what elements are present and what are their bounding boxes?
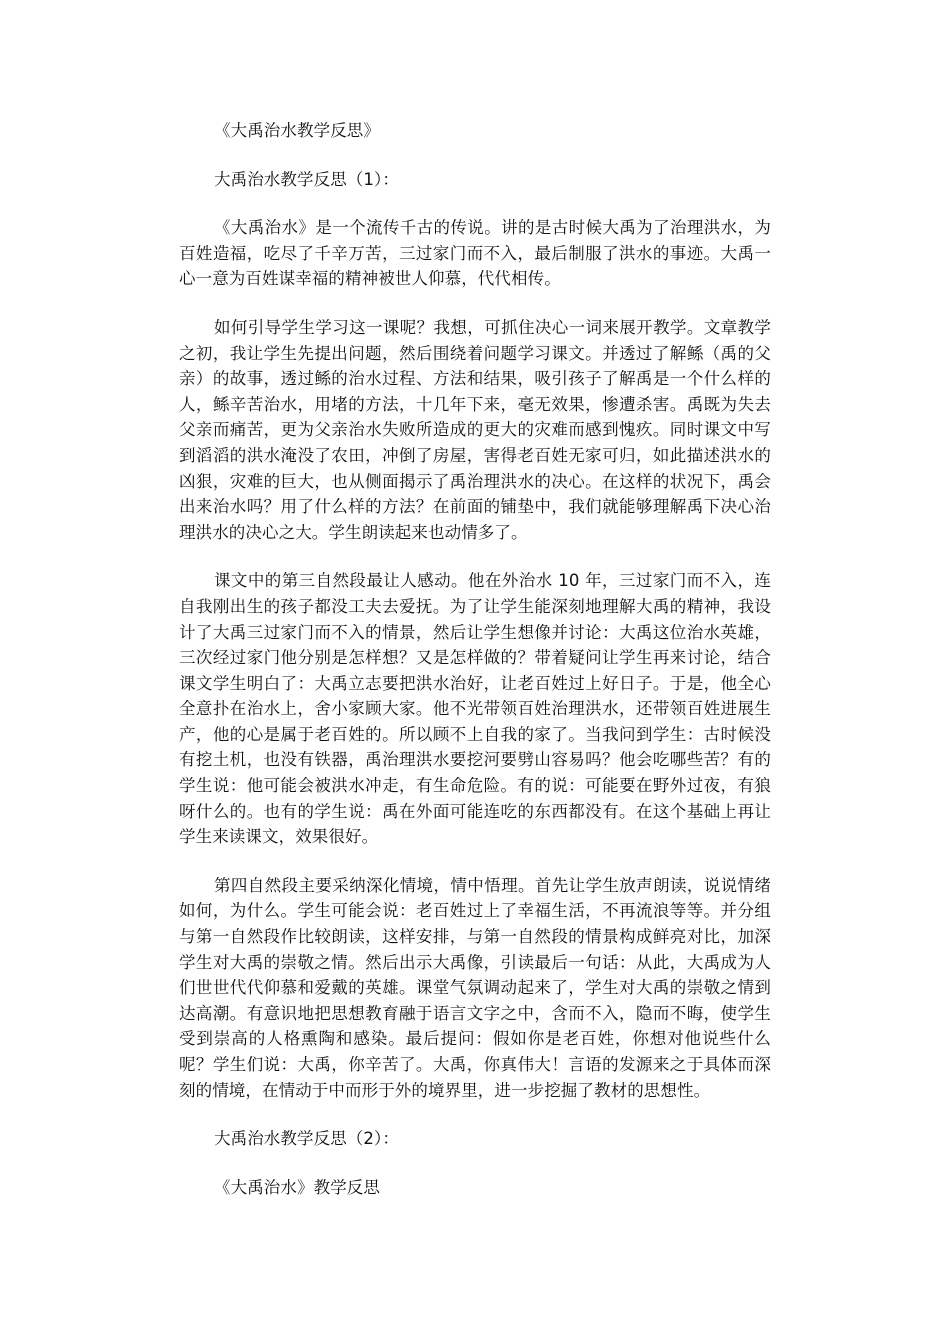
paragraph: 课文中的第三自然段最让人感动。他在外治水 10 年，三过家门而不入，连自我刚出生的孩子都没工夫去爱抚。为了让学生能深刻地理解大禹的精神，我设计了大禹三过家门而不入的情景，然后让学生想像并讨论：大禹这位治水英雄，三次经过家门他分别是怎样想？又是怎样做的？带着疑问让学生再来讨论，结合课文学生明白了：大禹立志要把洪水治好，让老百姓过上好日子。于是，他全心全意扑在治水上，舍小家顾大家。他不光带领百姓治理洪水，还带领百姓进展生产，他的心是属于老百姓的。所以顾不上自我的家了。当我问到学生：古时候没有挖土机，也没有铁器，禹治理洪水要挖河要劈山容易吗？他会吃哪些苦？有的学生说：他可能会被洪水冲走，有生命危险。有的说：可能要在野外过夜，有狼呀什么的。也有的学生说：禹在外面可能连吃的东西都没有。在这个基础上再让学生来读课文，效果很好。 (179, 571, 771, 847)
section-heading: 大禹治水教学反思（1）： (214, 169, 399, 189)
section-heading: 大禹治水教学反思（2）： (214, 1129, 399, 1149)
document-body (179, 118, 771, 1200)
section-subtitle: 《大禹治水》教学反思 (214, 1177, 380, 1197)
paragraph: 第四自然段主要采纳深化情境，情中悟理。首先让学生放声朗读，说说情绪如何，为什么。学生可能会说：老百姓过上了幸福生活，不再流浪等等。并分组与第一自然段作比较朗读，这样安排，与第一自然段的情景构成鲜亮对比，加深学生对大禹的崇敬之情。然后出示大禹像，引读最后一句话：从此，大禹成为人们世世代代仰慕和爱戴的英雄。课堂气氛调动起来了，学生对大禹的崇敬之情到达高潮。有意识地把思想教育融于语言文字之中，含而不入，隐而不晦，使学生受到崇高的人格熏陶和感染。最后提问：假如你是老百姓，你想对他说些什么呢？学生们说：大禹，你辛苦了。大禹，你真伟大！言语的发源来之于具体而深刻的情境，在情动于中而形于外的境界里，进一步挖掘了教材的思想性。 (179, 875, 771, 1100)
paragraph: 如何引导学生学习这一课呢？我想，可抓住决心一词来展开教学。文章教学之初，我让学生先提出问题，然后围绕着问题学习课文。并透过了解鲧（禹的父亲）的故事，透过鲧的治水过程、方法和结果，吸引孩子了解禹是一个什么样的人，鲧辛苦治水，用堵的方法，十几年下来，毫无效果，惨遭杀害。禹既为失去父亲而痛苦，更为父亲治水失败所造成的更大的灾难而感到愧疚。同时课文中写到滔滔的洪水淹没了农田，冲倒了房屋，害得老百姓无家可归，如此描述洪水的凶狠，灾难的巨大，也从侧面揭示了禹治理洪水的决心。在这样的状况下，禹会出来治水吗？用了什么样的方法？在前面的铺垫中，我们就能够理解禹下决心治理洪水的决心之大。学生朗读起来也动情多了。 (179, 317, 771, 542)
document-title: 《大禹治水教学反思》 (214, 121, 380, 140)
paragraph: 《大禹治水》是一个流传千古的传说。讲的是古时候大禹为了治理洪水，为百姓造福，吃尽了千辛万苦，三过家门而不入，最后制服了洪水的事迹。大禹一心一意为百姓谋幸福的精神被世人仰慕，代代相传。 (179, 218, 771, 289)
